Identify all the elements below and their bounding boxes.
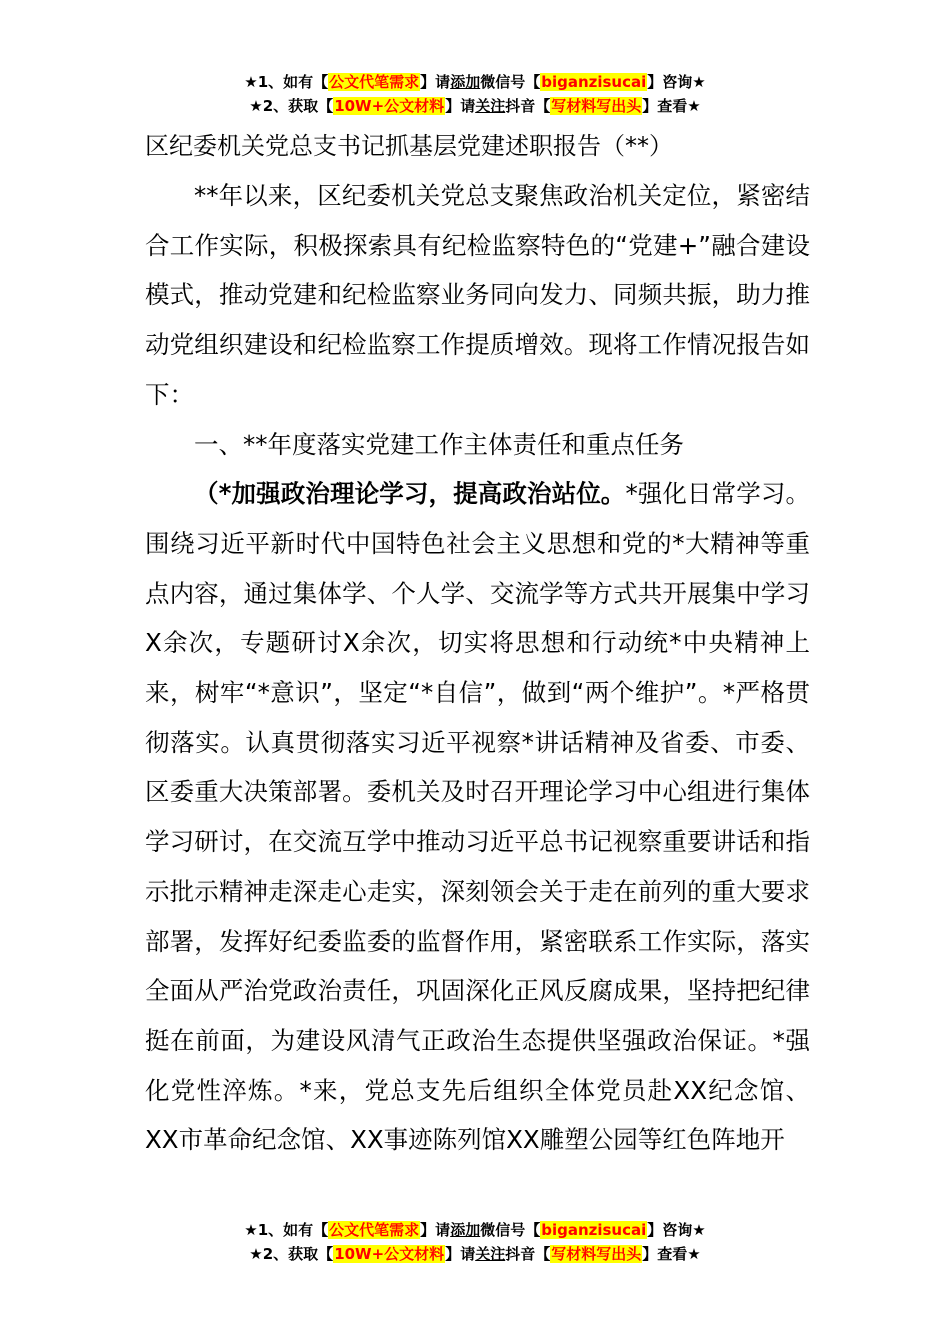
promo-text: ★2、获取【	[249, 1245, 334, 1263]
section-heading: 一、**年度落实党建工作主体责任和重点任务	[194, 429, 684, 459]
promo-text: 】请	[420, 73, 451, 91]
promo-text: 】查看★	[642, 97, 701, 115]
promo-highlight: 公文代笔需求	[329, 1221, 420, 1239]
promo-highlight: 公文代笔需求	[329, 73, 420, 91]
promo-text: 微信号【	[480, 73, 541, 91]
promo-text: 】请	[420, 1221, 451, 1239]
promo-text: 微信号【	[480, 1221, 541, 1239]
promo-highlight: 写材料写出头	[551, 1245, 642, 1263]
promo-highlight: 10W+公文材料	[334, 1245, 445, 1263]
promo-text: 抖音【	[505, 97, 551, 115]
promo-text: 】咨询★	[647, 1221, 706, 1239]
subsection-body: *强化日常学习。围绕习近平新时代中国特色社会主义思想和党的*大精神等重点内容，通过集体学、个人学、交流学等方式共开展集中学习X余次，专题研讨X余次，切实将思想和行动统*中央精神上来，树牢“*意识”，坚定“*自信”，做到“两个维护”。*严格贯彻落实。认真贯彻落实习近平视察*讲话精神及省委、市委、区委重大决策部署。委机关及时召开理论学习中心组进行集体学习研讨，在交流互学中推动习近平总书记视察重要讲话和指示批示精神走深走心走实，深刻领会关于走在前列的重大要求部署，发挥好纪委监委的监督作用，紧密联系工作实际，落实全面从严治党政治责任，巩固深化正风反腐成果，坚持把纪律挺在前面，为建设风清气正政治生态提供坚强政治保证。*强化党性淬炼。*来，党总支先后组织全体党员赴XX纪念馆、XX市革命纪念馆、XX事迹陈列馆XX雕塑公园等红色阵地开	[145, 479, 811, 1155]
promo-underline: 添加	[450, 1221, 481, 1239]
document-body	[145, 171, 810, 1165]
promo-underline: 添加	[450, 73, 481, 91]
promo-underline: 关注	[475, 97, 506, 115]
promo-line-1	[0, 70, 950, 94]
promo-line-1	[0, 1218, 950, 1242]
promo-line-2	[0, 1242, 950, 1266]
promo-text: 】请	[445, 97, 476, 115]
promo-banner-bottom	[0, 1218, 950, 1266]
promo-text: 】咨询★	[647, 73, 706, 91]
promo-line-2	[0, 94, 950, 118]
promo-highlight: biganzisucai	[541, 1221, 647, 1239]
promo-underline: 关注	[475, 1245, 506, 1263]
promo-text: ★2、获取【	[249, 97, 334, 115]
subsection-heading: （*加强政治理论学习，提高政治站位。	[194, 479, 626, 509]
intro-paragraph: **年以来，区纪委机关党总支聚焦政治机关定位，紧密结合工作实际，积极探索具有纪检监察特色的“党建+”融合建设模式，推动党建和纪检监察业务同向发力、同频共振，助力推动党组织建设和纪检监察工作提质增效。现将工作情况报告如下：	[145, 181, 810, 409]
promo-text: 抖音【	[505, 1245, 551, 1263]
promo-text: 】查看★	[642, 1245, 701, 1263]
promo-banner-top	[0, 70, 950, 118]
promo-text: ★1、如有【	[244, 1221, 329, 1239]
promo-highlight: 写材料写出头	[551, 97, 642, 115]
promo-highlight: biganzisucai	[541, 73, 647, 91]
document-title: 区纪委机关党总支书记抓基层党建述职报告（**）	[145, 132, 673, 160]
promo-highlight: 10W+公文材料	[334, 97, 445, 115]
promo-text: ★1、如有【	[244, 73, 329, 91]
subsection-paragraph	[145, 469, 810, 1165]
promo-text: 】请	[445, 1245, 476, 1263]
